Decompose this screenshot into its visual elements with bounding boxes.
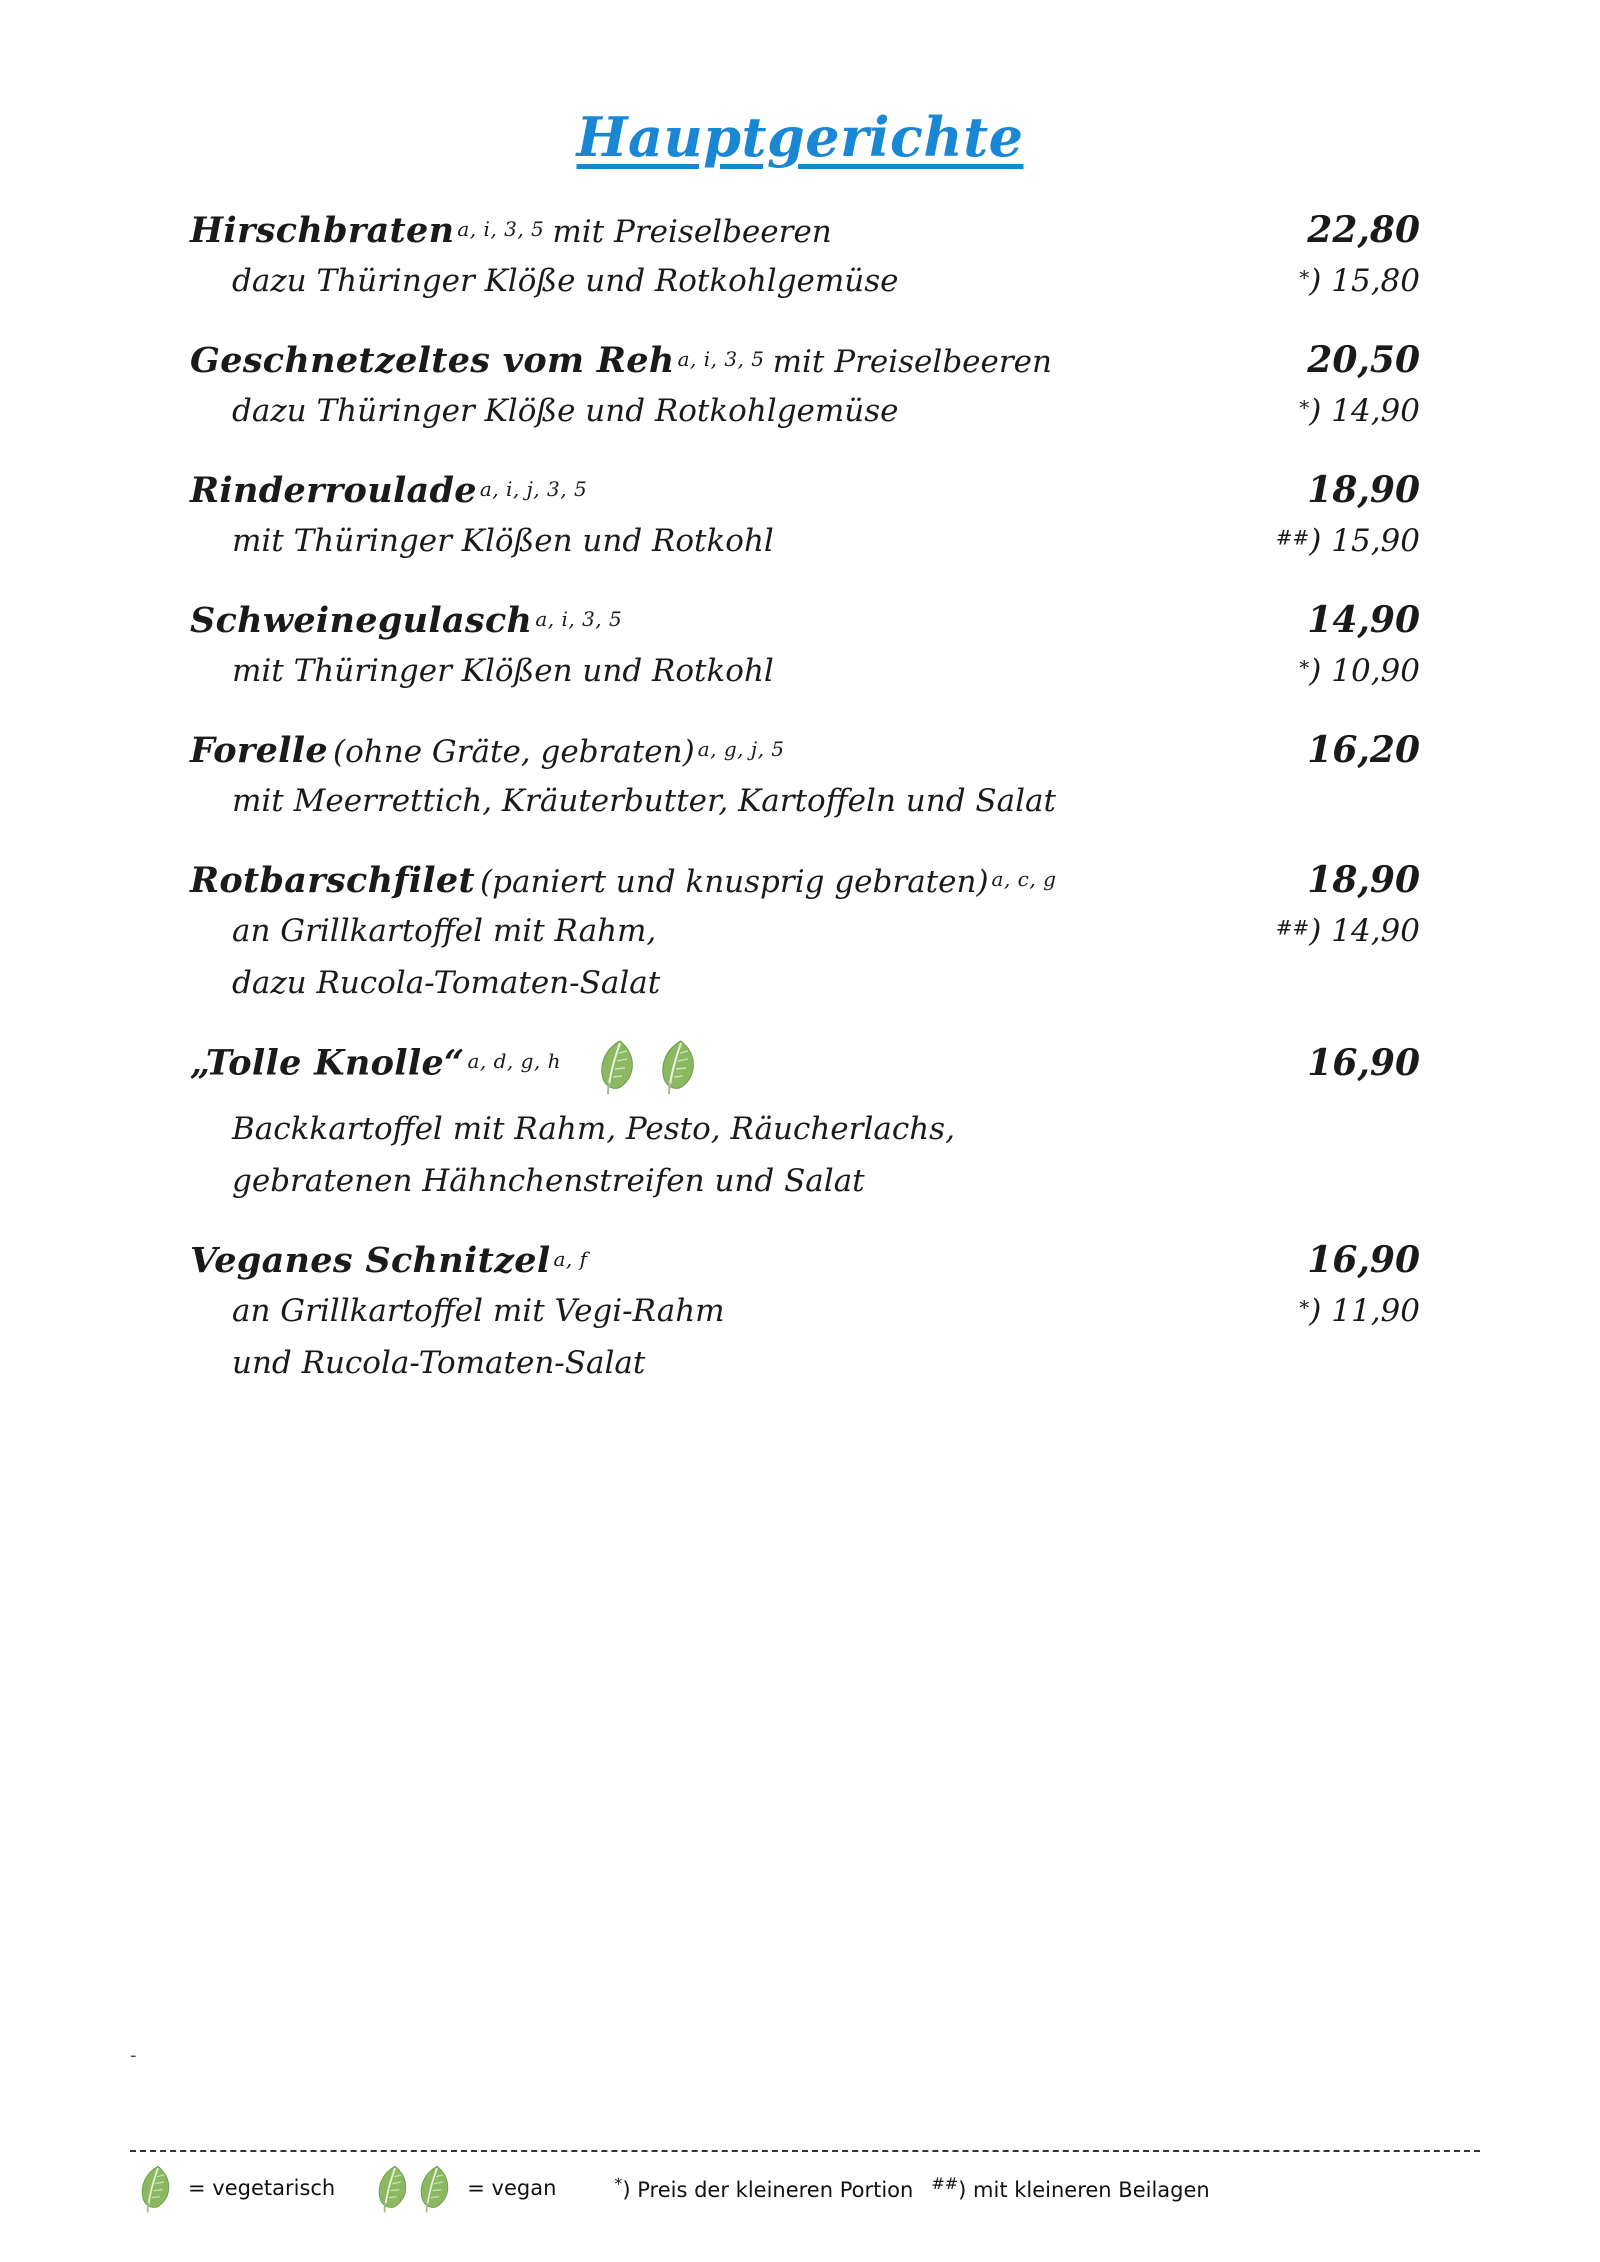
- allergen-codes: a, i, 3, 5: [457, 216, 545, 241]
- dish-description: mit Meerrettich, Kräuterbutter, Kartoffeln und Salat: [232, 783, 1056, 820]
- dish-description: mit Thüringer Klößen und Rotkohl: [232, 523, 774, 560]
- small-portion-price: ) 15,90: [1309, 523, 1420, 560]
- dish-name: Forelle: [190, 730, 328, 772]
- dish-description: mit Thüringer Klößen und Rotkohl: [232, 653, 774, 690]
- legend-vegan-label: = vegan: [467, 2176, 557, 2200]
- allergen-codes: a, i, j, 3, 5: [479, 476, 588, 501]
- page-title: Hauptgerichte: [576, 105, 1024, 169]
- dish-price: 18,90: [1307, 469, 1420, 512]
- dish-description: an Grillkartoffel mit Rahm,: [232, 913, 657, 950]
- dish-name: Geschnetzeltes vom Reh: [190, 340, 675, 382]
- legend-vegetarian-label: = vegetarisch: [188, 2176, 336, 2200]
- small-portion-price: ) 14,90: [1309, 913, 1420, 950]
- dish-description: dazu Thüringer Klöße und Rotkohlgemüse: [232, 393, 899, 430]
- allergen-codes: a, f: [553, 1246, 588, 1271]
- dish-description: Backkartoffel mit Rahm, Pesto, Räucherlachs,: [232, 1111, 955, 1148]
- allergen-codes: a, g, j, 5: [697, 736, 785, 761]
- menu-list: [190, 209, 1420, 1385]
- legend-vegan: [375, 2162, 596, 2214]
- dish-price: 16,90: [1307, 1041, 1420, 1084]
- vegan-leaf-pair: [597, 1037, 714, 1095]
- menu-item: [190, 339, 1420, 433]
- legend-small-portion-note: *) Preis der kleineren Portion: [614, 2174, 914, 2202]
- dish-description-line2: und Rucola-Tomaten-Salat: [232, 1345, 646, 1382]
- menu-item: [190, 1239, 1420, 1385]
- dish-name: „Tolle Knolle“: [190, 1042, 465, 1084]
- leaf-icon: [597, 1037, 643, 1095]
- dish-name: Schweinegulasch: [190, 600, 533, 642]
- small-portion-price: ) 11,90: [1309, 1293, 1420, 1330]
- dish-suffix: (ohne Gräte, gebraten): [333, 734, 695, 771]
- dish-suffix: mit Preiselbeeren: [552, 214, 832, 250]
- dish-name: Rotbarschfilet: [190, 860, 475, 902]
- leaf-icon: [658, 1037, 704, 1095]
- dish-name: Veganes Schnitzel: [190, 1240, 551, 1282]
- dish-suffix: (paniert und knusprig gebraten): [480, 864, 989, 901]
- menu-item: [190, 729, 1420, 823]
- small-portion-price: ) 10,90: [1309, 653, 1420, 690]
- legend-row: [130, 2162, 1480, 2214]
- menu-item: [190, 209, 1420, 303]
- leaf-icon: [138, 2162, 178, 2214]
- small-portion-price: ) 15,80: [1309, 263, 1420, 299]
- dish-description: dazu Thüringer Klöße und Rotkohlgemüse: [232, 263, 899, 299]
- price-note-mark: *: [1299, 395, 1310, 420]
- legend-vegetarian: [138, 2162, 375, 2214]
- leaf-icon: [375, 2162, 415, 2214]
- price-note-mark: *: [1299, 655, 1310, 680]
- dish-suffix: mit Preiselbeeren: [772, 344, 1052, 381]
- price-note-mark: ##: [1275, 525, 1310, 550]
- dish-name: Hirschbraten: [190, 210, 455, 251]
- leaf-icon: [417, 2162, 457, 2214]
- dish-price: 18,90: [1307, 859, 1420, 902]
- divider: [130, 2150, 1480, 2152]
- price-note-mark: ##: [1275, 915, 1310, 940]
- small-portion-price: ) 14,90: [1309, 393, 1420, 430]
- dish-price: 22,80: [1307, 209, 1420, 251]
- footer-tick: -: [130, 2045, 137, 2066]
- dish-description: an Grillkartoffel mit Vegi-Rahm: [232, 1293, 725, 1330]
- dish-description-line2: dazu Rucola-Tomaten-Salat: [232, 965, 661, 1002]
- footer-legend: [130, 2045, 1480, 2214]
- legend-small-sides-note: ##) mit kleineren Beilagen: [931, 2174, 1210, 2202]
- allergen-codes: a, d, g, h: [467, 1049, 562, 1074]
- price-note-mark: *: [1299, 265, 1310, 290]
- dish-price: 14,90: [1307, 599, 1420, 642]
- dish-price: 16,90: [1307, 1239, 1420, 1282]
- allergen-codes: a, c, g: [991, 866, 1057, 891]
- menu-item: [190, 1041, 1420, 1203]
- menu-item: [190, 469, 1420, 563]
- menu-item: [190, 859, 1420, 1005]
- dish-price: 20,50: [1307, 339, 1420, 382]
- allergen-codes: a, i, 3, 5: [535, 606, 623, 631]
- menu-item: [190, 599, 1420, 693]
- dish-price: 16,20: [1307, 729, 1420, 772]
- dish-name: Rinderroulade: [190, 470, 477, 512]
- dish-description-line2: gebratenen Hähnchenstreifen und Salat: [232, 1163, 865, 1200]
- allergen-codes: a, i, 3, 5: [677, 346, 765, 371]
- price-note-mark: *: [1299, 1295, 1310, 1320]
